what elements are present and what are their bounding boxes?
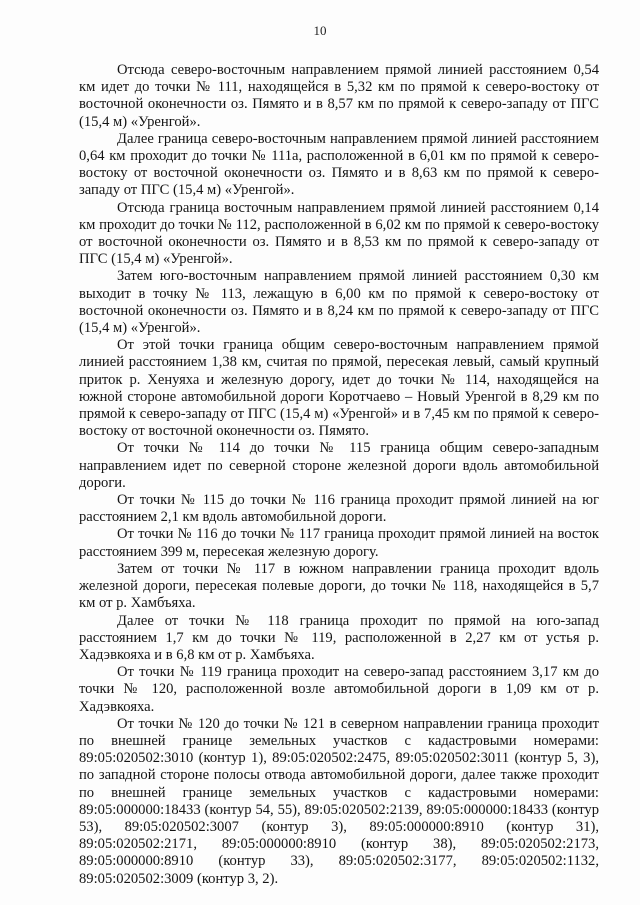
paragraph: Отсюда граница восточным направлением прямой линией расстоянием 0,14 км проходит до точки № 112, расположенной в 6,02 км по прямой к северо-востоку от восточной оконечности оз. Пямято и в 8,53 км по прямой к северо-западу от ПГС (15,4 м) «Уренгой». [79, 199, 599, 268]
paragraph: Затем юго-восточным направлением прямой линией расстоянием 0,30 км выходит в точку № 113, лежащую в 6,00 км по прямой к северо-востоку от восточной оконечности оз. Пямято и в 8,24 км по прямой к северо-западу от ПГС (15,4 м) «Уренгой». [79, 268, 599, 337]
paragraph: Далее от точки № 118 граница проходит по прямой на юго-запад расстоянием 1,7 км до точки № 119, расположенной в 2,27 км от устья р. Хадэвкояха и в 6,8 км от р. Хамбъяха. [79, 612, 599, 663]
paragraph: От точки № 120 до точки № 121 в северном направлении граница проходит по внешней границе земельных участков с кадастровыми номерами: 89:05:020502:3010 (контур 1), 89:05:020502:2475, 89:05:020502:3011 (контур 5, 3), по западной стороне полосы отвода автомобильной дороги, далее также проходит по внешней границе земельных участков с кадастровыми номерами: 89:05:000000:18433 (контур 54, 55), 89:05:020502:2139, 89:05:000000:18433 (контур 53), 89:05:020502:3007 (контур 3), 89:05:000000:8910 (контур 31), 89:05:020502:2171, 89:05:000000:8910 (контур 38), 89:05:020502:2173, 89:05:000000:8910 (контур 33), 89:05:020502:3177, 89:05:020502:1132, 89:05:020502:3009 (контур 3, 2). [79, 715, 599, 887]
paragraph: От точки № 114 до точки № 115 граница общим северо-западным направлением идет по северной стороне железной дороги вдоль автомобильной дороги. [79, 440, 599, 491]
paragraph: От точки № 115 до точки № 116 граница проходит прямой линией на юг расстоянием 2,1 км вдоль автомобильной дороги. [79, 492, 599, 526]
document-body [79, 62, 599, 888]
page-number: 10 [313, 23, 327, 38]
paragraph: Затем от точки № 117 в южном направлении граница проходит вдоль железной дороги, пересекая полевые дороги, до точки № 118, находящейся в 5,7 км от р. Хамбъяха. [79, 560, 599, 612]
paragraph: От этой точки граница общим северо-восточным направлением прямой линией расстоянием 1,38 км, считая по прямой, пересекая левый, самый крупный приток р. Хенуяха и железную дорогу, идет до точки № 114, находящейся на южной стороне автомобильной дороги Коротчаево – Новый Уренгой в 8,29 км по прямой к северо-западу от ПГС (15,4 м) «Уренгой» и в 7,45 км по прямой к северо-востоку от восточной оконечности оз. Пямято. [79, 337, 599, 440]
paragraph: От точки № 119 граница проходит на северо-запад расстоянием 3,17 км до точки № 120, расположенной возле автомобильной дороги в 1,09 км от р. Хадэвкояха. [79, 664, 599, 715]
paragraph: Далее граница северо-восточным направлением прямой линией расстоянием 0,64 км проходит до точки № 111а, расположенной в 6,01 км по прямой к северо-востоку от восточной оконечности оз. Пямято и в 8,63 км по прямой к северо-западу от ПГС (15,4 м) «Уренгой». [79, 130, 599, 199]
paragraph: Отсюда северо-восточным направлением прямой линией расстоянием 0,54 км идет до точки № 111, находящейся в 5,32 км по прямой к северо-востоку от восточной оконечности оз. Пямято и в 8,57 км по прямой к северо-западу от ПГС (15,4 м) «Уренгой». [79, 62, 599, 130]
paragraph: От точки № 116 до точки № 117 граница проходит прямой линией на восток расстоянием 399 м, пересекая железную дорогу. [79, 526, 599, 560]
